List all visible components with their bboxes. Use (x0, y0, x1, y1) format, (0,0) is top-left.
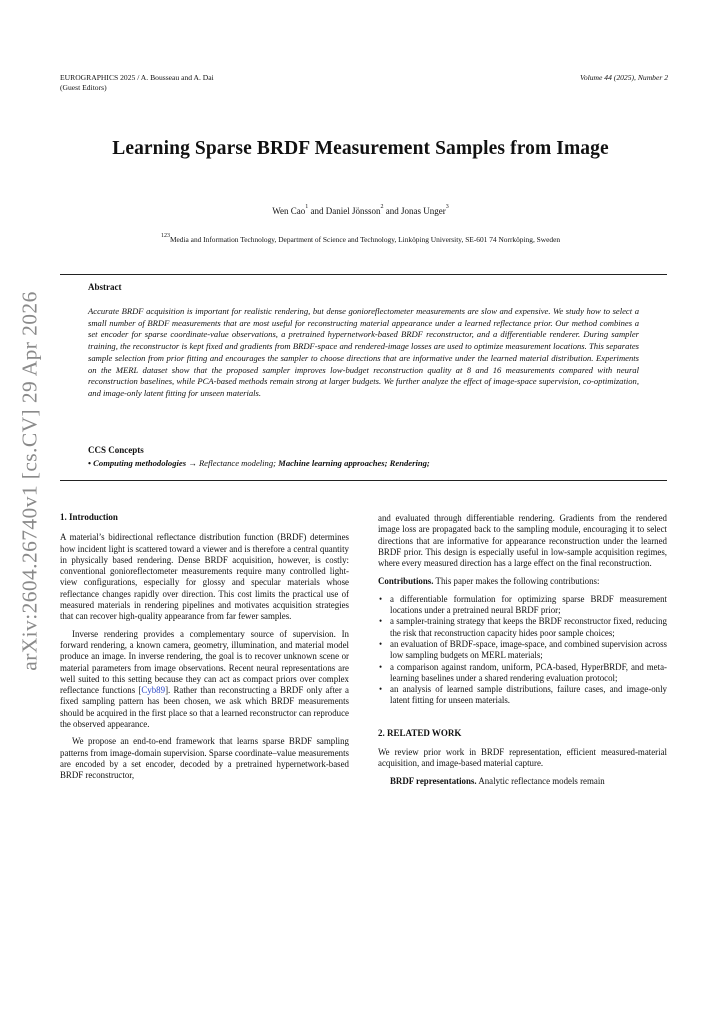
affiliation-marker: 3 (445, 204, 449, 210)
affiliation (0, 235, 721, 244)
ccs-bullet: • (88, 458, 94, 468)
intro-paragraph-2 (60, 629, 349, 731)
author-separator: and (383, 206, 402, 216)
brdf-representations-text: Analytic reflectance models remain (476, 775, 605, 786)
related-work-paragraph: We review prior work in BRDF representation, efficient measured-material acquisition, and image-based material capture. (378, 747, 667, 769)
list-item: • an analysis of learned sample distributions, failure cases, and image-only latent fitting for unseen materials. (378, 684, 667, 707)
author-list (0, 206, 721, 216)
arxiv-identifier-text: arXiv:2604.26740v1 [cs.CV] 29 Apr 2026 (17, 291, 42, 671)
list-item: • a sampler-training strategy that keeps the BRDF reconstructor fixed, reducing the risk that reconstruction capacity hides poor sample choices; (378, 616, 667, 639)
contributions-heading: Contributions. (378, 576, 434, 587)
brdf-representations-heading: BRDF representations. (390, 775, 477, 786)
section-heading-introduction: 1. Introduction (60, 512, 118, 522)
intro-paragraph-1: A material’s bidirectional reflectance distribution function (BRDF) determines how incident light is scattered toward a viewer and is therefore a central quantity in physically based rendering. Dense BRDF acquisition, however, is costly: conventional gonioreflectometer measurements require many controlled light-view configurations, especially for glossy and specular materials whose reflectance changes rapidly over direction. This cost limits the practical use of measured materials in rendering pipelines and motivates acquisition strategies that can recover high-quality appearance from far fewer samples. (60, 532, 349, 622)
affiliation-marker: 2 (380, 204, 384, 210)
list-item: • an evaluation of BRDF-space, image-space, and combined supervision across low sampling budgets on MERL materials; (378, 639, 667, 662)
conference-line: EUROGRAPHICS 2025 / A. Bousseau and A. Dai (60, 73, 214, 82)
contributions-paragraph (378, 576, 667, 587)
intro-paragraph-continued: and evaluated through differentiable rendering. Gradients from the rendered image loss are propagated back to the sampling module, encouraging it to select directions that are informative for appearance reconstruction under the learned BRDF prior. This design is especially useful in low-sample acquisition regimes, where every measured direction has a large effect on the final reconstruction. (378, 513, 667, 569)
abstract-heading: Abstract (88, 282, 122, 292)
ccs-concepts (88, 458, 430, 468)
section-heading-related-work: 2. RELATED WORK (378, 727, 462, 738)
affiliation-text: Media and Information Technology, Department of Science and Technology, Linköping University, SE-601 74 Norrköping, Sweden (169, 235, 561, 244)
affiliation-marker: 1 (305, 204, 309, 210)
ccs-arrow: → (186, 458, 199, 468)
running-header-left (60, 73, 214, 93)
paper-title: Learning Sparse BRDF Measurement Samples from Image (112, 138, 609, 159)
abstract-bottom-rule (60, 480, 667, 481)
intro-paragraph-3: We propose an end-to-end framework that learns sparse BRDF sampling patterns from image-domain supervision. Sparse coordinate–value measurements are encoded by a set encoder, decoded by a pretrained hypernetwork-based BRDF reconstructor, (60, 736, 349, 781)
left-column (60, 512, 349, 782)
author-name: Wen Cao (272, 206, 306, 216)
contributions-intro: This paper makes the following contributions: (433, 576, 600, 587)
brdf-representations-paragraph (378, 776, 667, 787)
abstract-top-rule (60, 274, 667, 275)
intro-paragraph-2-text: Inverse rendering provides a complementary source of supervision. In forward rendering, a known camera, geometry, illumination, and material model produce an image. In inverse rendering, the goal is to recover unknown scene or material parameters from image observations. Recent neural representations are well suited to this setting because they can act as compact priors over complex reflectance functions [ (60, 628, 349, 696)
ccs-category-2: Machine learning approaches; Rendering; (278, 458, 430, 468)
guest-editors-line: (Guest Editors) (60, 83, 107, 92)
abstract-text: Accurate BRDF acquisition is important for realistic rendering, but dense gonioreflectometer measurements are slow and expensive. We study how to select a small number of BRDF measurements that are most useful for reconstructing material appearance under a learned reflectance prior. Our method combines a set encoder for sparse coordinate-value observations, a pretrained hypernetwork-based BRDF reconstructor, and a differentiable renderer. During sampler training, the reconstructor is kept fixed and gradients from BRDF-space and rendered-image losses are used to optimize measurement locations. This separates sample selection from prior fitting and encourages the sampler to choose directions that are informative under the learned material distribution. Experiments on the MERL dataset show that the proposed sampler improves low-budget reconstruction quality at 8 and 16 measurements compared with neural reconstruction baselines, while PCA-based methods remain strong at larger budgets. We further analyze the effect of image-space supervision, co-optimization, and image-only latent fitting for unseen materials. (88, 306, 639, 398)
contributions-list (378, 594, 667, 707)
author-name: Jonas Unger (401, 206, 446, 216)
list-item: • a differentiable formulation for optimizing sparse BRDF measurement locations under a pretrained neural BRDF prior; (378, 594, 667, 617)
running-header-right: Volume 44 (2025), Number 2 (580, 73, 668, 82)
right-column (378, 513, 667, 787)
arxiv-identifier (10, 291, 50, 671)
ccs-category: Computing methodologies (93, 458, 187, 468)
affiliation-marker: 123 (160, 233, 170, 239)
author-name: Daniel Jönsson (325, 206, 381, 216)
list-item: • a comparison against random, uniform, PCA-based, HyperBRDF, and meta-learning baselines under a shared rendering evaluation protocol; (378, 662, 667, 685)
ccs-subcategory: Reflectance modeling; (198, 458, 279, 468)
citation-link[interactable]: Cyb89 (141, 685, 166, 696)
intro-paragraph-2-text-cont: ]. Rather than reconstructing a BRDF only after a fixed sampling pattern has been chosen, we ask which BRDF measurements should be acquired in the first place so that a learned reconstructor can reproduce the observed appearance. (60, 685, 349, 730)
ccs-heading: CCS Concepts (88, 445, 144, 455)
author-separator: and (308, 206, 326, 216)
